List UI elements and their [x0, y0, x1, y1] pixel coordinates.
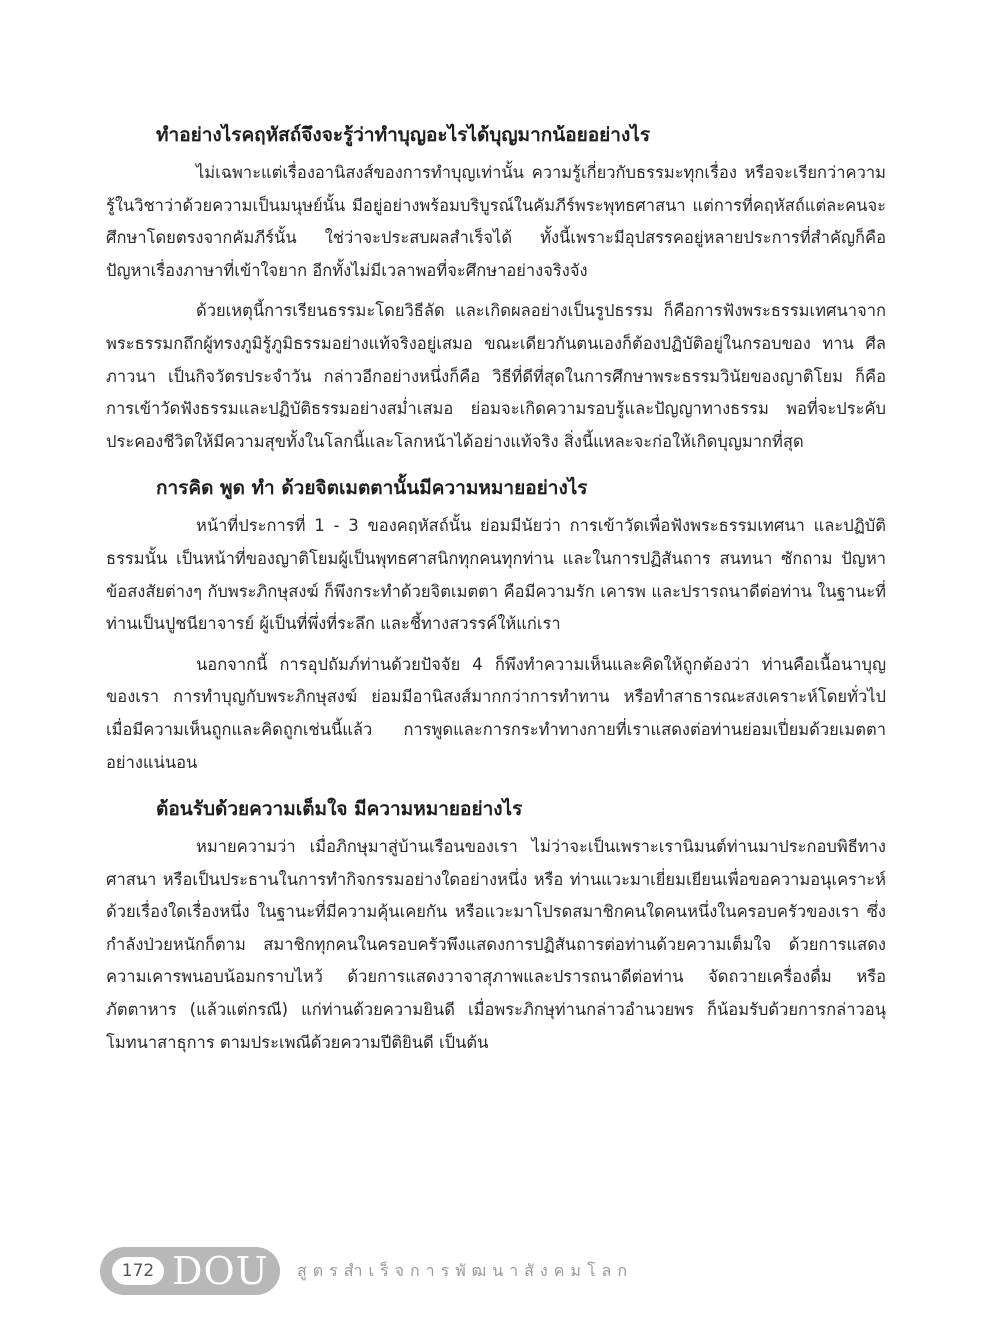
section-1	[106, 113, 886, 458]
paragraph: หน้าที่ประการที่ 1 - 3 ของคฤหัสถ์นั้น ย่อมมีนัยว่า การเข้าวัดเพื่อฟังพระธรรมเทศนา และปฏิบัติธรรมนั้น เป็นหน้าที่ของญาติโยมผู้เป็นพุทธศาสนิกทุกคนทุกท่าน และในการปฏิสันถาร สนทนา ซักถาม ปัญหาข้อสงสัยต่างๆ กับพระภิกษุสงฆ์ ก็พึงกระทำด้วยจิตเมตตา คือมีความรัก เคารพ และปรารถนาดีต่อท่าน ในฐานะที่ท่านเป็นปูชนียาจารย์ ผู้เป็นที่พึ่งที่ระลึก และชี้ทางสวรรค์ให้แก่เรา	[106, 516, 886, 634]
page-number: 172	[112, 1257, 164, 1285]
paragraph: ด้วยเหตุนี้การเรียนธรรมะโดยวิธีลัด และเกิดผลอย่างเป็นรูปธรรม ก็คือการฟังพระธรรมเทศนาจากพระธรรมกถึกผู้ทรงภูมิรู้ภูมิธรรมอย่างแท้จริงอยู่เสมอ ขณะเดียวกันตนเองก็ต้องปฏิบัติอยู่ในกรอบของ ทาน ศีล ภาวนา เป็นกิจวัตรประจำวัน กล่าวอีกอย่างหนึ่งก็คือ วิธีที่ดีที่สุดในการศึกษาพระธรรมวินัยของญาติโยม ก็คือการเข้าวัดฟังธรรมและปฏิบัติธรรมอย่างสม่ำเสมอ ย่อมจะเกิดความรอบรู้และปัญญาทางธรรม พอที่จะประคับประคองชีวิตให้มีความสุขทั้งในโลกนี้และโลกหน้าได้อย่างแท้จริง สิ่งนี้แหละจะก่อให้เกิดบุญมากที่สุด	[106, 301, 886, 451]
section-3	[106, 787, 886, 1059]
section-heading: การคิด พูด ทำ ด้วยจิตเมตตานั้นมีความหมายอย่างไร	[156, 477, 588, 500]
page-body	[106, 113, 886, 1067]
brand-logo-text: DOU	[172, 1249, 269, 1293]
paragraph: นอกจากนี้ การอุปถัมภ์ท่านด้วยปัจจัย 4 ก็พึงทำความเห็นและคิดให้ถูกต้องว่า ท่านคือเนื้อนาบุญของเรา การทำบุญกับพระภิกษุสงฆ์ ย่อมมีอานิสงส์มากกว่าการทำทาน หรือทำสาธารณะสงเคราะห์โดยทั่วไป เมื่อมีความเห็นถูกและคิดถูกเช่นนี้แล้ว การพูดและการกระทำทางกายที่เราแสดงต่อท่านย่อมเปี่ยมด้วยเมตตาอย่างแน่นอน	[106, 654, 886, 772]
section-heading: ทำอย่างไรคฤหัสถ์จึงจะรู้ว่าทำบุญอะไรได้บุญมากน้อยอย่างไร	[156, 124, 651, 146]
section-heading: ต้อนรับด้วยความเต็มใจ มีความหมายอย่างไร	[156, 798, 523, 821]
folio-badge	[100, 1247, 280, 1295]
page-footer	[100, 1247, 900, 1297]
section-2	[106, 466, 886, 779]
running-title: สูตรสำเร็จการพัฒนาสังคมโลก	[297, 1261, 634, 1280]
paragraph: หมายความว่า เมื่อภิกษุมาสู่บ้านเรือนของเรา ไม่ว่าจะเป็นเพราะเรานิมนต์ท่านมาประกอบพิธีทางศาสนา หรือเป็นประธานในการทำกิจกรรมอย่างใดอย่างหนึ่ง หรือ ท่านแวะมาเยี่ยมเยียนเพื่อขอความอนุเคราะห์ด้วยเรื่องใดเรื่องหนึ่ง ในฐานะที่มีความคุ้นเคยกัน หรือแวะมาโปรดสมาชิกคนใดคนหนึ่งในครอบครัวของเรา ซึ่งกำลังป่วยหนักก็ตาม สมาชิกทุกคนในครอบครัวพึงแสดงการปฏิสันถารต่อท่านด้วยความเต็มใจ ด้วยการแสดงความเคารพนอบน้อมกราบไหว้ ด้วยการแสดงวาจาสุภาพและปรารถนาดีต่อท่าน จัดถวายเครื่องดื่ม หรือภัตตาหาร (แล้วแต่กรณี) แก่ท่านด้วยความยินดี เมื่อพระภิกษุท่านกล่าวอำนวยพร ก็น้อมรับด้วยการกล่าวอนุโมทนาสาธุการ ตามประเพณีด้วยความปีติยินดี เป็นต้น	[106, 837, 886, 1052]
paragraph: ไม่เฉพาะแต่เรื่องอานิสงส์ของการทำบุญเท่านั้น ความรู้เกี่ยวกับธรรมะทุกเรื่อง หรือจะเรียกว่าความรู้ในวิชาว่าด้วยความเป็นมนุษย์นั้น มีอยู่อย่างพร้อมบริบูรณ์ในคัมภีร์พระพุทธศาสนา แต่การที่คฤหัสถ์แต่ละคนจะศึกษาโดยตรงจากคัมภีร์นั้น ใช่ว่าจะประสบผลสำเร็จได้ ทั้งนี้เพราะมีอุปสรรคอยู่หลายประการที่สำคัญก็คือ ปัญหาเรื่องภาษาที่เข้าใจยาก อีกทั้งไม่มีเวลาพอที่จะศึกษาอย่างจริงจัง	[106, 163, 886, 280]
